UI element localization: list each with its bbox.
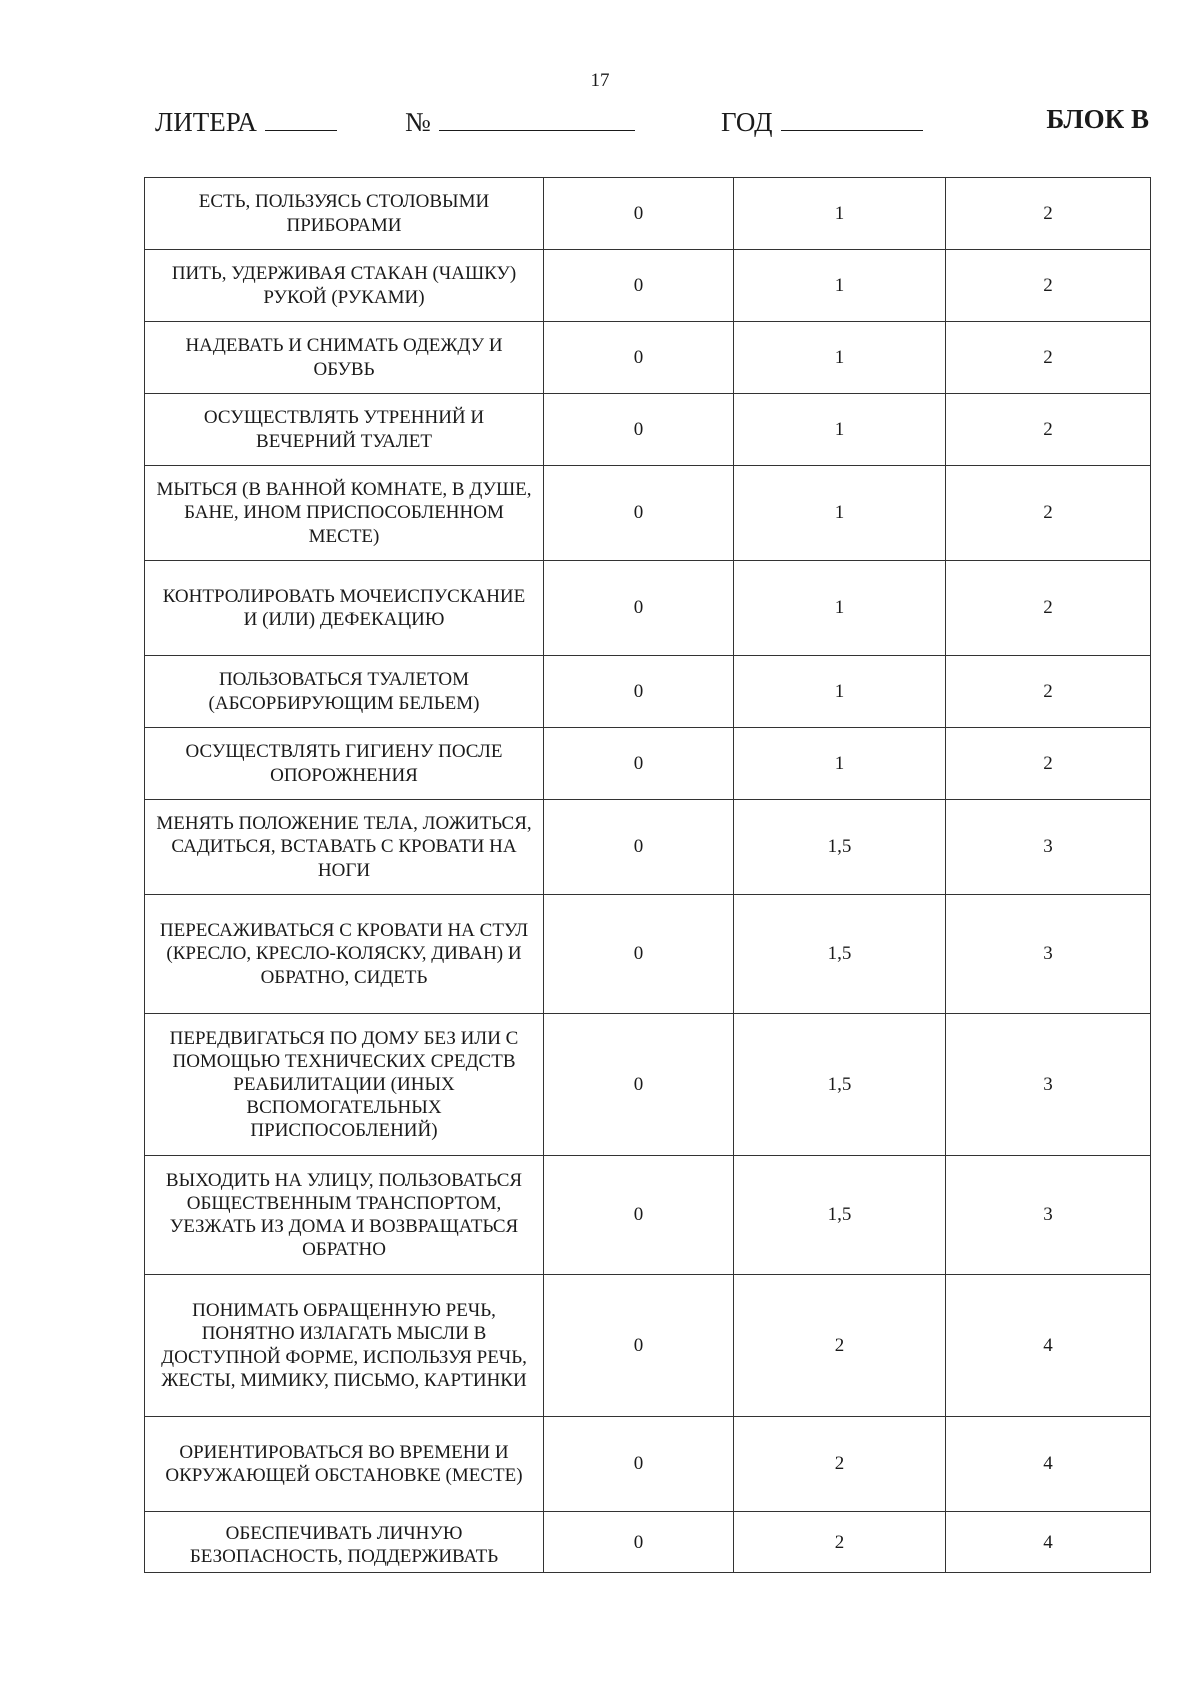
table-row bbox=[145, 250, 1151, 322]
score-0-cell: 0 bbox=[544, 1417, 734, 1512]
number-blank-line bbox=[439, 104, 635, 131]
score-2-cell: 4 bbox=[946, 1275, 1151, 1417]
score-1-cell: 1 bbox=[734, 656, 946, 728]
table-row bbox=[145, 728, 1151, 800]
score-0-cell: 0 bbox=[544, 561, 734, 656]
year-field bbox=[721, 104, 923, 138]
table-row bbox=[145, 322, 1151, 394]
litera-label: ЛИТЕРА bbox=[155, 107, 257, 137]
activity-cell: МЕНЯТЬ ПОЛОЖЕНИЕ ТЕЛА, ЛОЖИТЬСЯ, САДИТЬСЯ, ВСТАВАТЬ С КРОВАТИ НА НОГИ bbox=[145, 800, 544, 895]
table-row bbox=[145, 1417, 1151, 1512]
score-0-cell: 0 bbox=[544, 895, 734, 1014]
activities-score-table bbox=[144, 177, 1151, 1573]
activity-cell: ОСУЩЕСТВЛЯТЬ УТРЕННИЙ И ВЕЧЕРНИЙ ТУАЛЕТ bbox=[145, 394, 544, 466]
score-0-cell: 0 bbox=[544, 178, 734, 250]
score-2-cell: 3 bbox=[946, 800, 1151, 895]
score-0-cell: 0 bbox=[544, 1512, 734, 1573]
score-2-cell: 2 bbox=[946, 656, 1151, 728]
activity-cell: ПИТЬ, УДЕРЖИВАЯ СТАКАН (ЧАШКУ) РУКОЙ (РУКАМИ) bbox=[145, 250, 544, 322]
table-row bbox=[145, 800, 1151, 895]
score-1-cell: 2 bbox=[734, 1512, 946, 1573]
table-row bbox=[145, 1275, 1151, 1417]
score-1-cell: 1 bbox=[734, 250, 946, 322]
table-row bbox=[145, 394, 1151, 466]
activity-cell: ОБЕСПЕЧИВАТЬ ЛИЧНУЮ БЕЗОПАСНОСТЬ, ПОДДЕРЖИВАТЬ bbox=[145, 1512, 544, 1573]
score-1-cell: 2 bbox=[734, 1417, 946, 1512]
score-2-cell: 4 bbox=[946, 1512, 1151, 1573]
table-row bbox=[145, 1512, 1151, 1573]
score-2-cell: 3 bbox=[946, 1014, 1151, 1156]
score-2-cell: 2 bbox=[946, 466, 1151, 561]
activity-cell: НАДЕВАТЬ И СНИМАТЬ ОДЕЖДУ И ОБУВЬ bbox=[145, 322, 544, 394]
number-field bbox=[405, 104, 635, 138]
table-row bbox=[145, 1014, 1151, 1156]
table-row bbox=[145, 561, 1151, 656]
score-0-cell: 0 bbox=[544, 322, 734, 394]
table-row bbox=[145, 466, 1151, 561]
activity-cell: ОСУЩЕСТВЛЯТЬ ГИГИЕНУ ПОСЛЕ ОПОРОЖНЕНИЯ bbox=[145, 728, 544, 800]
score-2-cell: 2 bbox=[946, 178, 1151, 250]
score-1-cell: 1,5 bbox=[734, 1014, 946, 1156]
year-label: ГОД bbox=[721, 107, 773, 137]
form-header bbox=[155, 104, 1149, 144]
score-2-cell: 2 bbox=[946, 250, 1151, 322]
activity-cell: ОРИЕНТИРОВАТЬСЯ ВО ВРЕМЕНИ И ОКРУЖАЮЩЕЙ ОБСТАНОВКЕ (МЕСТЕ) bbox=[145, 1417, 544, 1512]
score-1-cell: 1 bbox=[734, 322, 946, 394]
table-row bbox=[145, 1156, 1151, 1275]
litera-blank-line bbox=[265, 104, 337, 131]
activity-cell: ПОЛЬЗОВАТЬСЯ ТУАЛЕТОМ (АБСОРБИРУЮЩИМ БЕЛЬЕМ) bbox=[145, 656, 544, 728]
score-1-cell: 1,5 bbox=[734, 800, 946, 895]
score-2-cell: 2 bbox=[946, 394, 1151, 466]
score-2-cell: 2 bbox=[946, 322, 1151, 394]
score-0-cell: 0 bbox=[544, 250, 734, 322]
score-1-cell: 1 bbox=[734, 728, 946, 800]
score-0-cell: 0 bbox=[544, 728, 734, 800]
table-row bbox=[145, 178, 1151, 250]
score-2-cell: 3 bbox=[946, 895, 1151, 1014]
activity-cell: ПЕРЕДВИГАТЬСЯ ПО ДОМУ БЕЗ ИЛИ С ПОМОЩЬЮ ТЕХНИЧЕСКИХ СРЕДСТВ РЕАБИЛИТАЦИИ (ИНЫХ ВСПОМОГАТЕЛЬНЫХ ПРИСПОСОБЛЕНИЙ) bbox=[145, 1014, 544, 1156]
table-row bbox=[145, 656, 1151, 728]
score-2-cell: 3 bbox=[946, 1156, 1151, 1275]
activity-cell: ЕСТЬ, ПОЛЬЗУЯСЬ СТОЛОВЫМИ ПРИБОРАМИ bbox=[145, 178, 544, 250]
table-row bbox=[145, 895, 1151, 1014]
activity-cell: ПЕРЕСАЖИВАТЬСЯ С КРОВАТИ НА СТУЛ (КРЕСЛО, КРЕСЛО-КОЛЯСКУ, ДИВАН) И ОБРАТНО, СИДЕТЬ bbox=[145, 895, 544, 1014]
score-1-cell: 2 bbox=[734, 1275, 946, 1417]
score-0-cell: 0 bbox=[544, 394, 734, 466]
activity-cell: КОНТРОЛИРОВАТЬ МОЧЕИСПУСКАНИЕ И (ИЛИ) ДЕФЕКАЦИЮ bbox=[145, 561, 544, 656]
activity-cell: ВЫХОДИТЬ НА УЛИЦУ, ПОЛЬЗОВАТЬСЯ ОБЩЕСТВЕННЫМ ТРАНСПОРТОМ, УЕЗЖАТЬ ИЗ ДОМА И ВОЗВРАЩАТЬСЯ ОБРАТНО bbox=[145, 1156, 544, 1275]
score-1-cell: 1,5 bbox=[734, 895, 946, 1014]
score-1-cell: 1,5 bbox=[734, 1156, 946, 1275]
block-title: БЛОК В bbox=[1046, 104, 1149, 134]
year-blank-line bbox=[781, 104, 923, 131]
score-0-cell: 0 bbox=[544, 800, 734, 895]
score-0-cell: 0 bbox=[544, 1275, 734, 1417]
score-0-cell: 0 bbox=[544, 1014, 734, 1156]
score-1-cell: 1 bbox=[734, 561, 946, 656]
activity-cell: ПОНИМАТЬ ОБРАЩЕННУЮ РЕЧЬ, ПОНЯТНО ИЗЛАГАТЬ МЫСЛИ В ДОСТУПНОЙ ФОРМЕ, ИСПОЛЬЗУЯ РЕЧЬ, ЖЕСТЫ, МИМИКУ, ПИСЬМО, КАРТИНКИ bbox=[145, 1275, 544, 1417]
score-1-cell: 1 bbox=[734, 178, 946, 250]
page-number: 17 bbox=[590, 70, 610, 91]
activity-cell: МЫТЬСЯ (В ВАННОЙ КОМНАТЕ, В ДУШЕ, БАНЕ, ИНОМ ПРИСПОСОБЛЕННОМ МЕСТЕ) bbox=[145, 466, 544, 561]
score-2-cell: 2 bbox=[946, 561, 1151, 656]
score-2-cell: 4 bbox=[946, 1417, 1151, 1512]
score-0-cell: 0 bbox=[544, 656, 734, 728]
score-1-cell: 1 bbox=[734, 466, 946, 561]
litera-field bbox=[155, 104, 337, 138]
number-label: № bbox=[405, 107, 431, 137]
score-0-cell: 0 bbox=[544, 1156, 734, 1275]
score-0-cell: 0 bbox=[544, 466, 734, 561]
score-1-cell: 1 bbox=[734, 394, 946, 466]
score-2-cell: 2 bbox=[946, 728, 1151, 800]
